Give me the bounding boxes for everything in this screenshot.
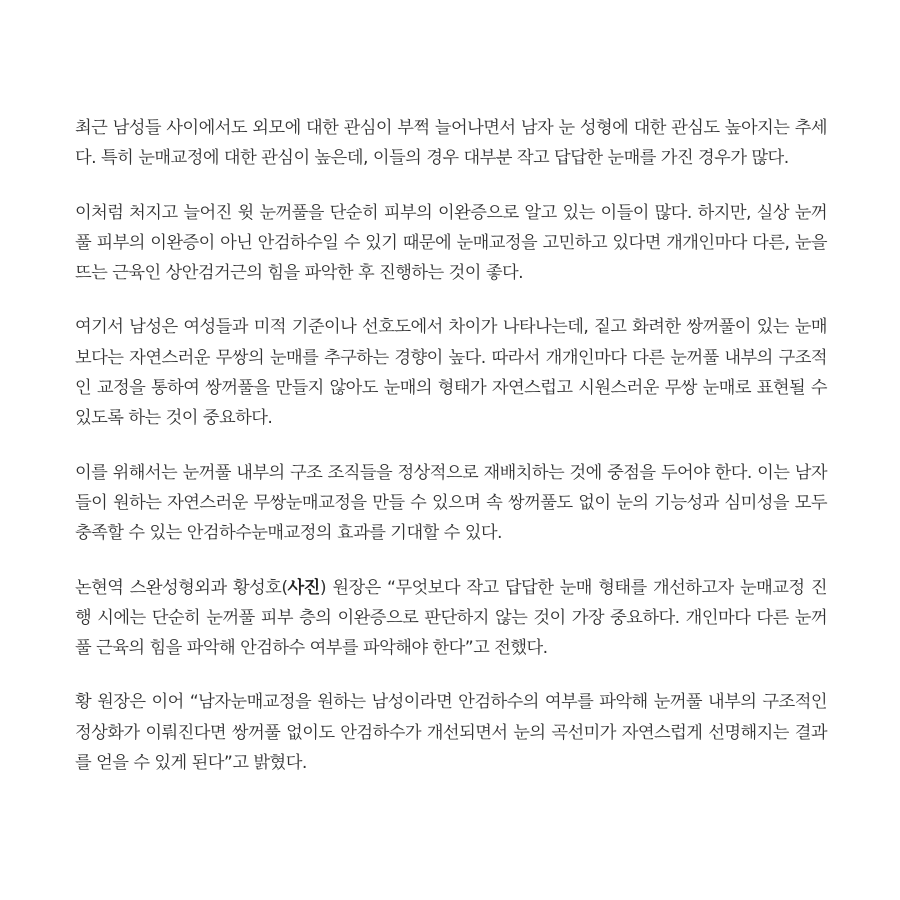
paragraph-closing-quote: 황 원장은 이어 “남자눈매교정을 원하는 남성이라면 안검하수의 여부를 파악해 눈꺼풀 내부의 구조적인 정상화가 이뤄진다면 쌍꺼풀 없이도 안검하수가 개선되면서 눈의 곡선미가 자연스럽게 선명해지는 결과를 얻을 수 있게 된다”고 밝혔다. xyxy=(75,692,827,774)
article-body xyxy=(75,113,827,802)
quote-lead-text: 논현역 스완성형외과 황성호( xyxy=(75,577,288,598)
paragraph-eyelid-laxity: 이처럼 처지고 늘어진 윗 눈꺼풀을 단순히 피부의 이완증으로 알고 있는 이들이 많다. 하지만, 실상 눈꺼풀 피부의 이완증이 아닌 안검하수일 수 있기 때문에 눈매교정을 고민하고 있다면 개개인마다 다른, 눈을 뜨는 근육인 상안검거근의 힘을 파악한 후 진행하는 것이 좋다. xyxy=(75,202,827,284)
paragraph-male-preference: 여기서 남성은 여성들과 미적 기준이나 선호도에서 차이가 나타나는데, 짙고 화려한 쌍꺼풀이 있는 눈매보다는 자연스러운 무쌍의 눈매를 추구하는 경향이 높다. 따라서 개개인마다 다른 눈꺼풀 내부의 구조적인 교정을 통하여 쌍꺼풀을 만들지 않아도 눈매의 형태가 자연스럽고 시원스러운 무쌍 눈매로 표현될 수 있도록 하는 것이 중요하다. xyxy=(75,317,827,429)
quote-body-text: ) 원장은 “무엇보다 작고 답답한 눈매 형태를 개선하고자 눈매교정 진행 시에는 단순히 눈꺼풀 피부 층의 이완증으로 판단하지 않는 것이 가장 중요하다. 개인마다 다른 눈꺼풀 근육의 힘을 파악해 안검하수 여부를 파악해야 한다”고 전했다. xyxy=(75,577,828,659)
paragraph-intro: 최근 남성들 사이에서도 외모에 대한 관심이 부쩍 늘어나면서 남자 눈 성형에 대한 관심도 높아지는 추세다. 특히 눈매교정에 대한 관심이 높은데, 이들의 경우 대부분 작고 답답한 눈매를 가진 경우가 많다. xyxy=(75,118,827,169)
paragraph-structural-correction: 이를 위해서는 눈꺼풀 내부의 구조 조직들을 정상적으로 재배치하는 것에 중점을 두어야 한다. 이는 남자들이 원하는 자연스러운 무쌍눈매교정을 만들 수 있으며 속 쌍꺼풀도 없이 눈의 기능성과 심미성을 모두 충족할 수 있는 안검하수눈매교정의 효과를 기대할 수 있다. xyxy=(75,462,827,544)
paragraph-doctor-quote xyxy=(75,573,827,664)
photo-caption-label: 사진 xyxy=(287,577,320,598)
